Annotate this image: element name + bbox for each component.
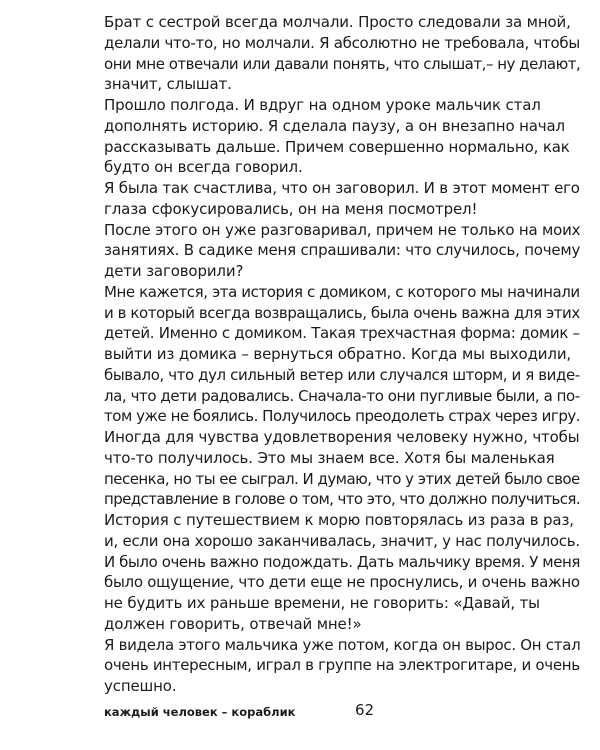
text-line: После этого он уже разговаривал, причем не только на моих — [104, 220, 581, 239]
text-line: должен говорить, отвечай мне!» — [104, 614, 362, 633]
text-line: будто он всегда говорил. — [104, 158, 303, 177]
text-line: дети заговорили? — [104, 262, 244, 280]
page-number: 62 — [355, 701, 375, 719]
text-line: том уже не боялись. Получилось преодолеть страх через игру. — [104, 407, 581, 426]
text-line: и в который всегда возвращались, была очень важна для этих — [104, 303, 580, 322]
text-line: История с путешествием к морю повторялась из раза в раз, — [104, 511, 574, 529]
text-line: успешно. — [104, 677, 177, 695]
text-line: и, если она хорошо заканчивалась, значит, у нас получилось. — [104, 531, 580, 550]
text-line: Мне кажется, эта история с домиком, с которого мы начинали — [104, 282, 580, 301]
running-footer-title: каждый человек – кораблик — [104, 705, 296, 719]
text-line: представление в голове о том, что это, что должно получиться. — [104, 490, 580, 509]
text-line: очень интересным, играл в группе на электрогитаре, и очень — [104, 656, 580, 675]
text-line: Иногда для чувства удовлетворения человеку нужно, чтобы — [104, 428, 580, 446]
text-line: делали что-то, но молчали. Я абсолютно не требовала, чтобы — [104, 33, 580, 52]
text-line: не будить их раньше времени, не говорить: «Давай, ты — [104, 594, 540, 612]
text-line: было ощущение, что дети еще не проснулись, и очень важно — [104, 573, 580, 592]
text-line: Я видела этого мальчика уже потом, когда он вырос. Он стал — [104, 635, 581, 654]
text-line: они мне отвечали или давали понять, что слышат,– ну делают, — [104, 54, 581, 73]
text-line: значит, слышат. — [104, 75, 232, 94]
text-line: дополнять историю. Я сделала паузу, а он внезапно начал — [104, 116, 565, 135]
text-line: бывало, что дул сильный ветер или случался шторм, и я виде- — [104, 365, 580, 384]
text-line: И было очень важно подождать. Дать мальчику время. У меня — [104, 552, 581, 571]
text-line: детей. Именно с домиком. Такая трехчастная форма: домик – — [104, 324, 580, 343]
text-line: ла, что дети радовались. Сначала-то они пугливые были, а по- — [104, 386, 580, 405]
text-line: Прошло полгода. И вдруг на одном уроке мальчик стал — [104, 96, 541, 114]
text-line: глаза сфокусировались, он на меня посмотрел! — [104, 199, 478, 218]
text-line: Я была так счастлива, что он заговорил. И в этот момент его — [104, 179, 580, 197]
text-line: занятиях. В садике меня спрашивали: что случилось, почему — [104, 241, 581, 260]
text-line: что-то получилось. Это мы знаем все. Хотя бы маленькая — [104, 448, 555, 467]
text-line: Брат с сестрой всегда молчали. Просто следовали за мной, — [104, 13, 571, 31]
text-line: выйти из домика – вернуться обратно. Когда мы выходили, — [104, 345, 572, 363]
text-line: рассказывать дальше. Причем совершенно нормально, как — [104, 137, 570, 156]
text-line: песенка, но ты ее сыграл. И думаю, что у этих детей было свое — [104, 469, 580, 488]
